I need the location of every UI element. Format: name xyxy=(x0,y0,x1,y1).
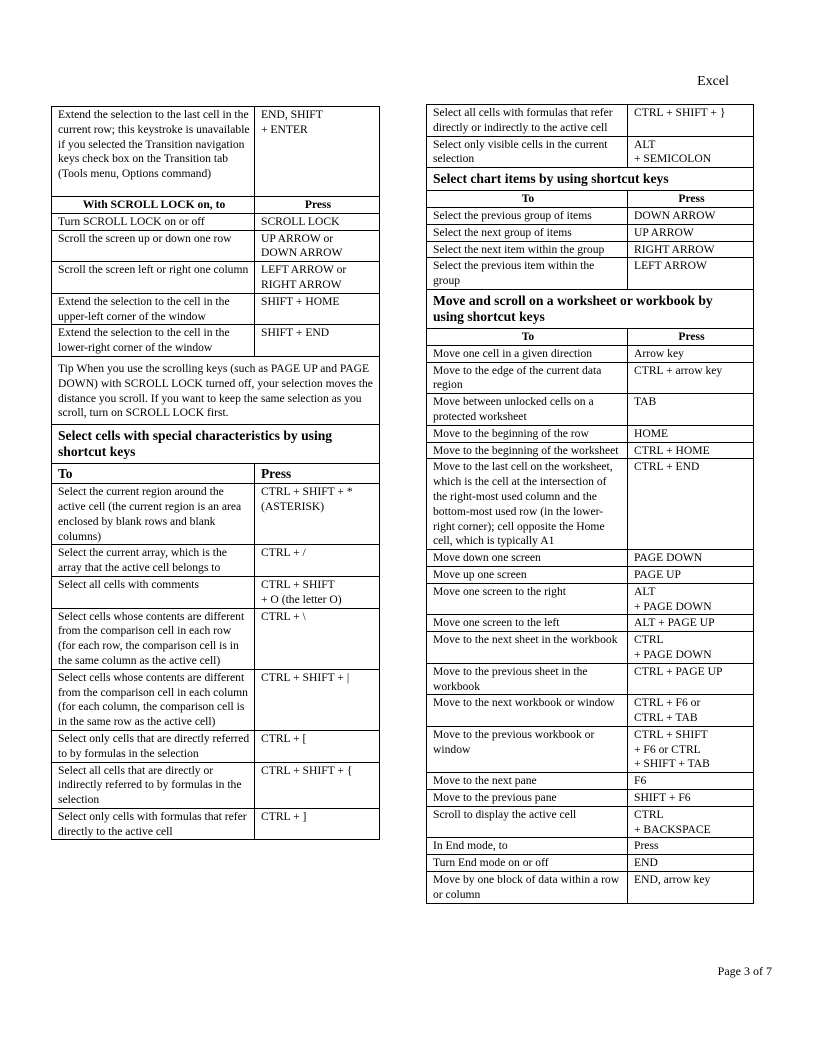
action-cell: Select cells whose contents are different from the comparison cell in each row (for each row, the comparison cell is in the same column as the active cell) xyxy=(52,608,255,669)
key-cell: END, arrow key xyxy=(628,872,754,904)
action-cell: Move one screen to the right xyxy=(427,583,628,615)
action-cell: Move to the previous workbook or window xyxy=(427,726,628,772)
column-header-to: To xyxy=(427,328,628,345)
table-row xyxy=(52,230,380,262)
key-cell: CTRL + SHIFT + * (ASTERISK) xyxy=(255,484,380,545)
action-cell: Select the current region around the active cell (the current region is an area enclosed by blank rows and blank columns) xyxy=(52,484,255,545)
action-cell: Select cells whose contents are different from the comparison cell in each column (for each column, the comparison cell is in the same row as the active cell) xyxy=(52,669,255,730)
key-cell: CTRL + / xyxy=(255,545,380,577)
action-cell: Move to the next workbook or window xyxy=(427,695,628,727)
action-cell: Move by one block of data within a row or column xyxy=(427,872,628,904)
action-cell: Scroll the screen up or down one row xyxy=(52,230,255,262)
column-header-to: With SCROLL LOCK on, to xyxy=(52,197,255,214)
section-title: Select cells with special characteristics by using shortcut keys xyxy=(52,425,380,464)
key-cell: CTRL + PAGE UP xyxy=(628,663,754,695)
section-title: Move and scroll on a worksheet or workbook by using shortcut keys xyxy=(427,289,754,328)
section-title-row xyxy=(427,168,754,191)
key-cell: CTRL + SHIFT + } xyxy=(628,105,754,137)
key-cell: LEFT ARROW xyxy=(628,258,754,290)
column-header-row xyxy=(427,328,754,345)
key-cell: CTRL + [ xyxy=(255,730,380,762)
table-row xyxy=(427,663,754,695)
page-number: Page 3 of 7 xyxy=(717,964,772,978)
table-row xyxy=(52,262,380,294)
column-header-press: Press xyxy=(255,464,380,484)
table-row xyxy=(427,241,754,258)
action-cell: Move one screen to the left xyxy=(427,615,628,632)
key-cell: CTRL + F6 or CTRL + TAB xyxy=(628,695,754,727)
column-header-press: Press xyxy=(255,197,380,214)
section-title-row xyxy=(427,289,754,328)
table-row xyxy=(427,136,754,168)
table-row xyxy=(52,576,380,608)
key-cell: F6 xyxy=(628,773,754,790)
key-cell: RIGHT ARROW xyxy=(628,241,754,258)
table-row xyxy=(427,550,754,567)
key-cell: SHIFT + F6 xyxy=(628,790,754,807)
table-row xyxy=(427,872,754,904)
key-cell: CTRL + SHIFT + | xyxy=(255,669,380,730)
key-cell: SHIFT + HOME xyxy=(255,293,380,325)
action-cell: Scroll the screen left or right one column xyxy=(52,262,255,294)
table-row xyxy=(427,695,754,727)
table-row xyxy=(52,107,380,197)
table-row xyxy=(427,394,754,426)
action-cell: Turn End mode on or off xyxy=(427,855,628,872)
key-cell: CTRL + \ xyxy=(255,608,380,669)
table-row xyxy=(52,808,380,840)
table-row xyxy=(427,583,754,615)
key-cell: Press xyxy=(628,838,754,855)
column-header-row xyxy=(427,191,754,208)
key-cell: CTRL + PAGE DOWN xyxy=(628,632,754,664)
table-row xyxy=(427,790,754,807)
action-cell: Select the previous item within the group xyxy=(427,258,628,290)
action-cell: Move to the previous sheet in the workbook xyxy=(427,663,628,695)
table-row xyxy=(427,773,754,790)
shortcut-table-right xyxy=(426,104,754,904)
action-cell: Move to the last cell on the worksheet, which is the cell at the intersection of the right-most used column and the bottom-most used row (in the lower-right corner); cell opposite the Home cell, which is typically A1 xyxy=(427,459,628,550)
action-cell: Move to the next pane xyxy=(427,773,628,790)
action-cell: Scroll to display the active cell xyxy=(427,806,628,838)
table-row xyxy=(427,615,754,632)
shortcut-table-left xyxy=(51,106,380,840)
key-cell: SCROLL LOCK xyxy=(255,213,380,230)
key-cell: UP ARROW xyxy=(628,224,754,241)
action-cell: Select all cells with comments xyxy=(52,576,255,608)
action-cell: Select all cells that are directly or indirectly referred to by formulas in the selection xyxy=(52,762,255,808)
key-cell: CTRL + arrow key xyxy=(628,362,754,394)
table-row xyxy=(427,566,754,583)
table-row xyxy=(427,726,754,772)
key-cell: CTRL + ] xyxy=(255,808,380,840)
key-cell: CTRL + SHIFT + O (the letter O) xyxy=(255,576,380,608)
action-cell: Extend the selection to the cell in the lower-right corner of the window xyxy=(52,325,255,357)
action-cell: Extend the selection to the last cell in the current row; this keystroke is unavailable if you selected the Transition navigation keys check box on the Transition tab (Tools menu, Options command) xyxy=(52,107,255,197)
table-row xyxy=(427,806,754,838)
key-cell: UP ARROW or DOWN ARROW xyxy=(255,230,380,262)
column-header-to: To xyxy=(427,191,628,208)
key-cell: ALT + PAGE DOWN xyxy=(628,583,754,615)
action-cell: Select the next group of items xyxy=(427,224,628,241)
table-row xyxy=(52,669,380,730)
action-cell: Move to the previous pane xyxy=(427,790,628,807)
key-cell: CTRL + SHIFT + F6 or CTRL + SHIFT + TAB xyxy=(628,726,754,772)
key-cell: CTRL + HOME xyxy=(628,442,754,459)
table-row xyxy=(52,213,380,230)
key-cell: LEFT ARROW or RIGHT ARROW xyxy=(255,262,380,294)
left-column xyxy=(51,106,380,840)
right-column xyxy=(426,104,754,904)
column-header-press: Press xyxy=(628,328,754,345)
action-cell: Move to the next sheet in the workbook xyxy=(427,632,628,664)
table-row xyxy=(427,258,754,290)
action-cell: Move down one screen xyxy=(427,550,628,567)
column-header-to: To xyxy=(52,464,255,484)
action-cell: In End mode, to xyxy=(427,838,628,855)
action-cell: Select the previous group of items xyxy=(427,207,628,224)
table-row xyxy=(52,545,380,577)
section-title-row xyxy=(52,425,380,464)
key-cell: PAGE DOWN xyxy=(628,550,754,567)
action-cell: Select the next item within the group xyxy=(427,241,628,258)
key-cell: ALT + PAGE UP xyxy=(628,615,754,632)
table-row xyxy=(427,207,754,224)
tip-row xyxy=(52,356,380,424)
table-row xyxy=(427,855,754,872)
tip-text: Tip When you use the scrolling keys (such as PAGE UP and PAGE DOWN) with SCROLL LOCK turned off, your selection moves the distance you scroll. If you want to keep the same selection as you scroll, turn on SCROLL LOCK first. xyxy=(52,356,380,424)
action-cell: Move between unlocked cells on a protected worksheet xyxy=(427,394,628,426)
action-cell: Select all cells with formulas that refer directly or indirectly to the active cell xyxy=(427,105,628,137)
key-cell: CTRL + END xyxy=(628,459,754,550)
table-row xyxy=(52,293,380,325)
section-title: Select chart items by using shortcut keys xyxy=(427,168,754,191)
action-cell: Select only cells with formulas that refer directly to the active cell xyxy=(52,808,255,840)
key-cell: HOME xyxy=(628,425,754,442)
table-row xyxy=(427,345,754,362)
action-cell: Move to the edge of the current data region xyxy=(427,362,628,394)
action-cell: Select the current array, which is the array that the active cell belongs to xyxy=(52,545,255,577)
table-row xyxy=(427,632,754,664)
action-cell: Move to the beginning of the row xyxy=(427,425,628,442)
header-title: Excel xyxy=(697,74,729,89)
column-header-row xyxy=(52,197,380,214)
key-cell: Arrow key xyxy=(628,345,754,362)
key-cell: TAB xyxy=(628,394,754,426)
action-cell: Turn SCROLL LOCK on or off xyxy=(52,213,255,230)
key-cell: DOWN ARROW xyxy=(628,207,754,224)
action-cell: Select only visible cells in the current selection xyxy=(427,136,628,168)
key-cell: CTRL + SHIFT + { xyxy=(255,762,380,808)
action-cell: Select only cells that are directly referred to by formulas in the selection xyxy=(52,730,255,762)
key-cell: END xyxy=(628,855,754,872)
table-row xyxy=(52,730,380,762)
key-cell: END, SHIFT + ENTER xyxy=(255,107,380,197)
key-cell: ALT + SEMICOLON xyxy=(628,136,754,168)
table-row xyxy=(427,459,754,550)
table-row xyxy=(427,224,754,241)
table-row xyxy=(52,608,380,669)
action-cell: Move one cell in a given direction xyxy=(427,345,628,362)
table-row xyxy=(427,838,754,855)
table-row xyxy=(427,362,754,394)
table-row xyxy=(52,762,380,808)
action-cell: Move up one screen xyxy=(427,566,628,583)
key-cell: SHIFT + END xyxy=(255,325,380,357)
table-row xyxy=(427,105,754,137)
action-cell: Move to the beginning of the worksheet xyxy=(427,442,628,459)
table-row xyxy=(427,425,754,442)
table-row xyxy=(52,484,380,545)
table-row xyxy=(52,325,380,357)
key-cell: PAGE UP xyxy=(628,566,754,583)
action-cell: Extend the selection to the cell in the upper-left corner of the window xyxy=(52,293,255,325)
table-row xyxy=(427,442,754,459)
key-cell: CTRL + BACKSPACE xyxy=(628,806,754,838)
column-header-press: Press xyxy=(628,191,754,208)
column-header-row xyxy=(52,464,380,484)
